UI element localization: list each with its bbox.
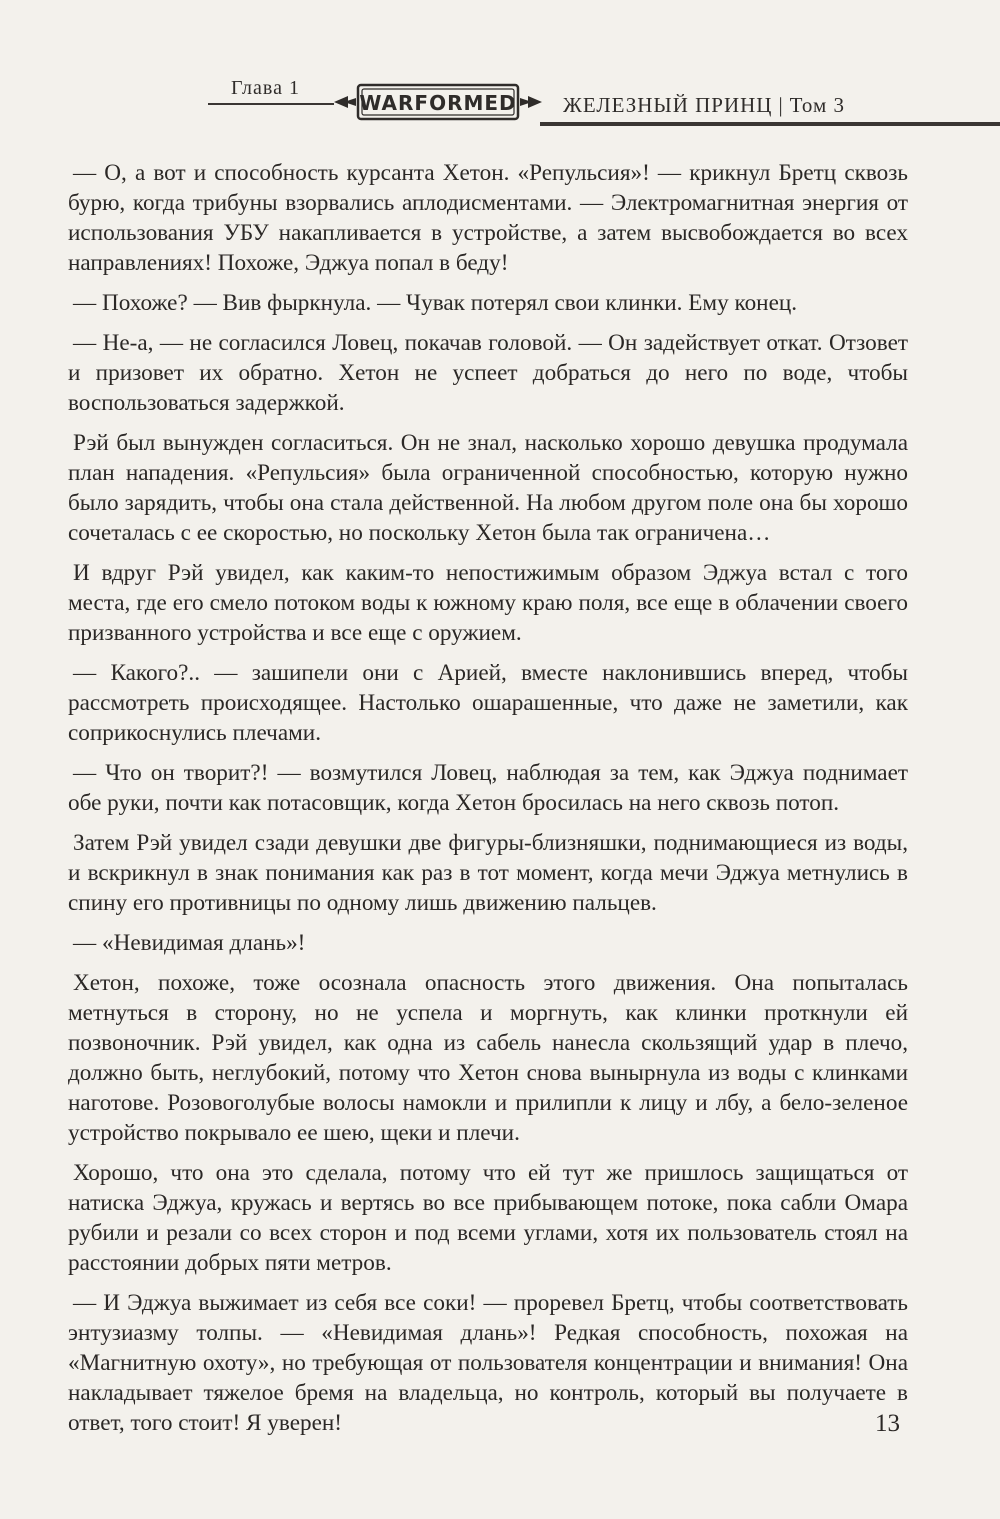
chapter-label: Глава 1 bbox=[231, 77, 300, 99]
paragraph: Рэй был вынужден согласиться. Он не знал, насколько хорошо девушка продумала план нападения. «Репульсия» была ограниченной способностью, которую нужно было зарядить, чтобы она стала действенной. На любом другом поле она бы хорошо сочеталась с ее скоростью, но поскольку Хетон была так ограничена… bbox=[68, 430, 908, 546]
paragraph: Затем Рэй увидел сзади девушки две фигуры-близняшки, поднимающиеся из воды, и вскрикнул в знак понимания как раз в тот момент, когда мечи Эджуа метнулись в спину его противницы по одному лишь движению пальцев. bbox=[68, 830, 908, 916]
header-rule-left bbox=[208, 103, 334, 105]
warformed-logo bbox=[334, 82, 542, 122]
header-rule-right bbox=[540, 122, 1000, 126]
paragraph: — «Невидимая длань»! bbox=[73, 930, 306, 956]
paragraph: Хетон, похоже, тоже осознала опасность этого движения. Она попыталась метнуться в сторону, но не успела и моргнуть, как клинки проткнули ей позвоночник. Рэй увидел, как одна из сабель нанесла скользящий удар в плечо, должно быть, неглубокий, потому что Хетон снова вынырнула из воды с клинками наготове. Розовоголубые волосы намокли и прилипли к лицу и лбу, а бело-зеленое устройство покрывало ее шею, щеки и плечи. bbox=[68, 970, 908, 1146]
paragraph: И вдруг Рэй увидел, как каким-то непостижимым образом Эджуа встал с того места, где его смело потоком воды к южному краю поля, все еще в облачении своего призванного устройства и все еще с оружием. bbox=[68, 560, 908, 646]
paragraph: — И Эджуа выжимает из себя все соки! — проревел Бретц, чтобы соответствовать энтузиазму толпы. — «Невидимая длань»! Редкая способность, похожая на «Магнитную охоту», но требующая от пользователя концентрации и внимания! Она накладывает тяжелое бремя на владельца, но контроль, который вы получаете в ответ, того стоит! Я уверен! bbox=[68, 1290, 908, 1436]
logo-text: WARFORMED bbox=[359, 91, 517, 115]
title-separator: | bbox=[778, 93, 784, 117]
book-title-text: ЖЕЛЕЗНЫЙ ПРИНЦ bbox=[563, 93, 773, 117]
paragraph: — Похоже? — Вив фыркнула. — Чувак потерял свои клинки. Ему конец. bbox=[73, 290, 798, 316]
paragraph: — О, а вот и способность курсанта Хетон. «Репульсия»! — крикнул Бретц сквозь бурю, когда трибуны взорвались аплодисментами. — Электромагнитная энергия от использования УБУ накапливается в устройстве, а затем высвобождается во всех направлениях! Похоже, Эджуа попал в беду! bbox=[68, 160, 908, 276]
page-header bbox=[0, 0, 1000, 140]
paragraph: — Что он творит?! — возмутился Ловец, наблюдая за тем, как Эджуа поднимает обе руки, почти как потасовщик, когда Хетон бросилась на него сквозь потоп. bbox=[68, 760, 908, 816]
paragraph: — Какого?.. — зашипели они с Арией, вместе наклонившись вперед, чтобы рассмотреть происходящее. Настолько ошарашенные, что даже не заметили, как соприкоснулись плечами. bbox=[68, 660, 908, 746]
page-number: 13 bbox=[875, 1410, 900, 1437]
book-title bbox=[563, 93, 845, 118]
paragraph: Хорошо, что она это сделала, потому что ей тут же пришлось защищаться от натиска Эджуа, кружась и вертясь во все прибывающем потоке, пока сабли Омара рубили и резали со всех сторон и под всеми углами, хотя их пользователь стоял на расстоянии добрых пяти метров. bbox=[68, 1160, 908, 1276]
page-body bbox=[68, 158, 908, 1448]
paragraph: — Не-а, — не согласился Ловец, покачав головой. — Он задействует откат. Отзовет и призовет их обратно. Хетон не успеет добраться до него по воде, чтобы воспользоваться задержкой. bbox=[68, 330, 908, 416]
volume-label: Том 3 bbox=[789, 93, 846, 117]
